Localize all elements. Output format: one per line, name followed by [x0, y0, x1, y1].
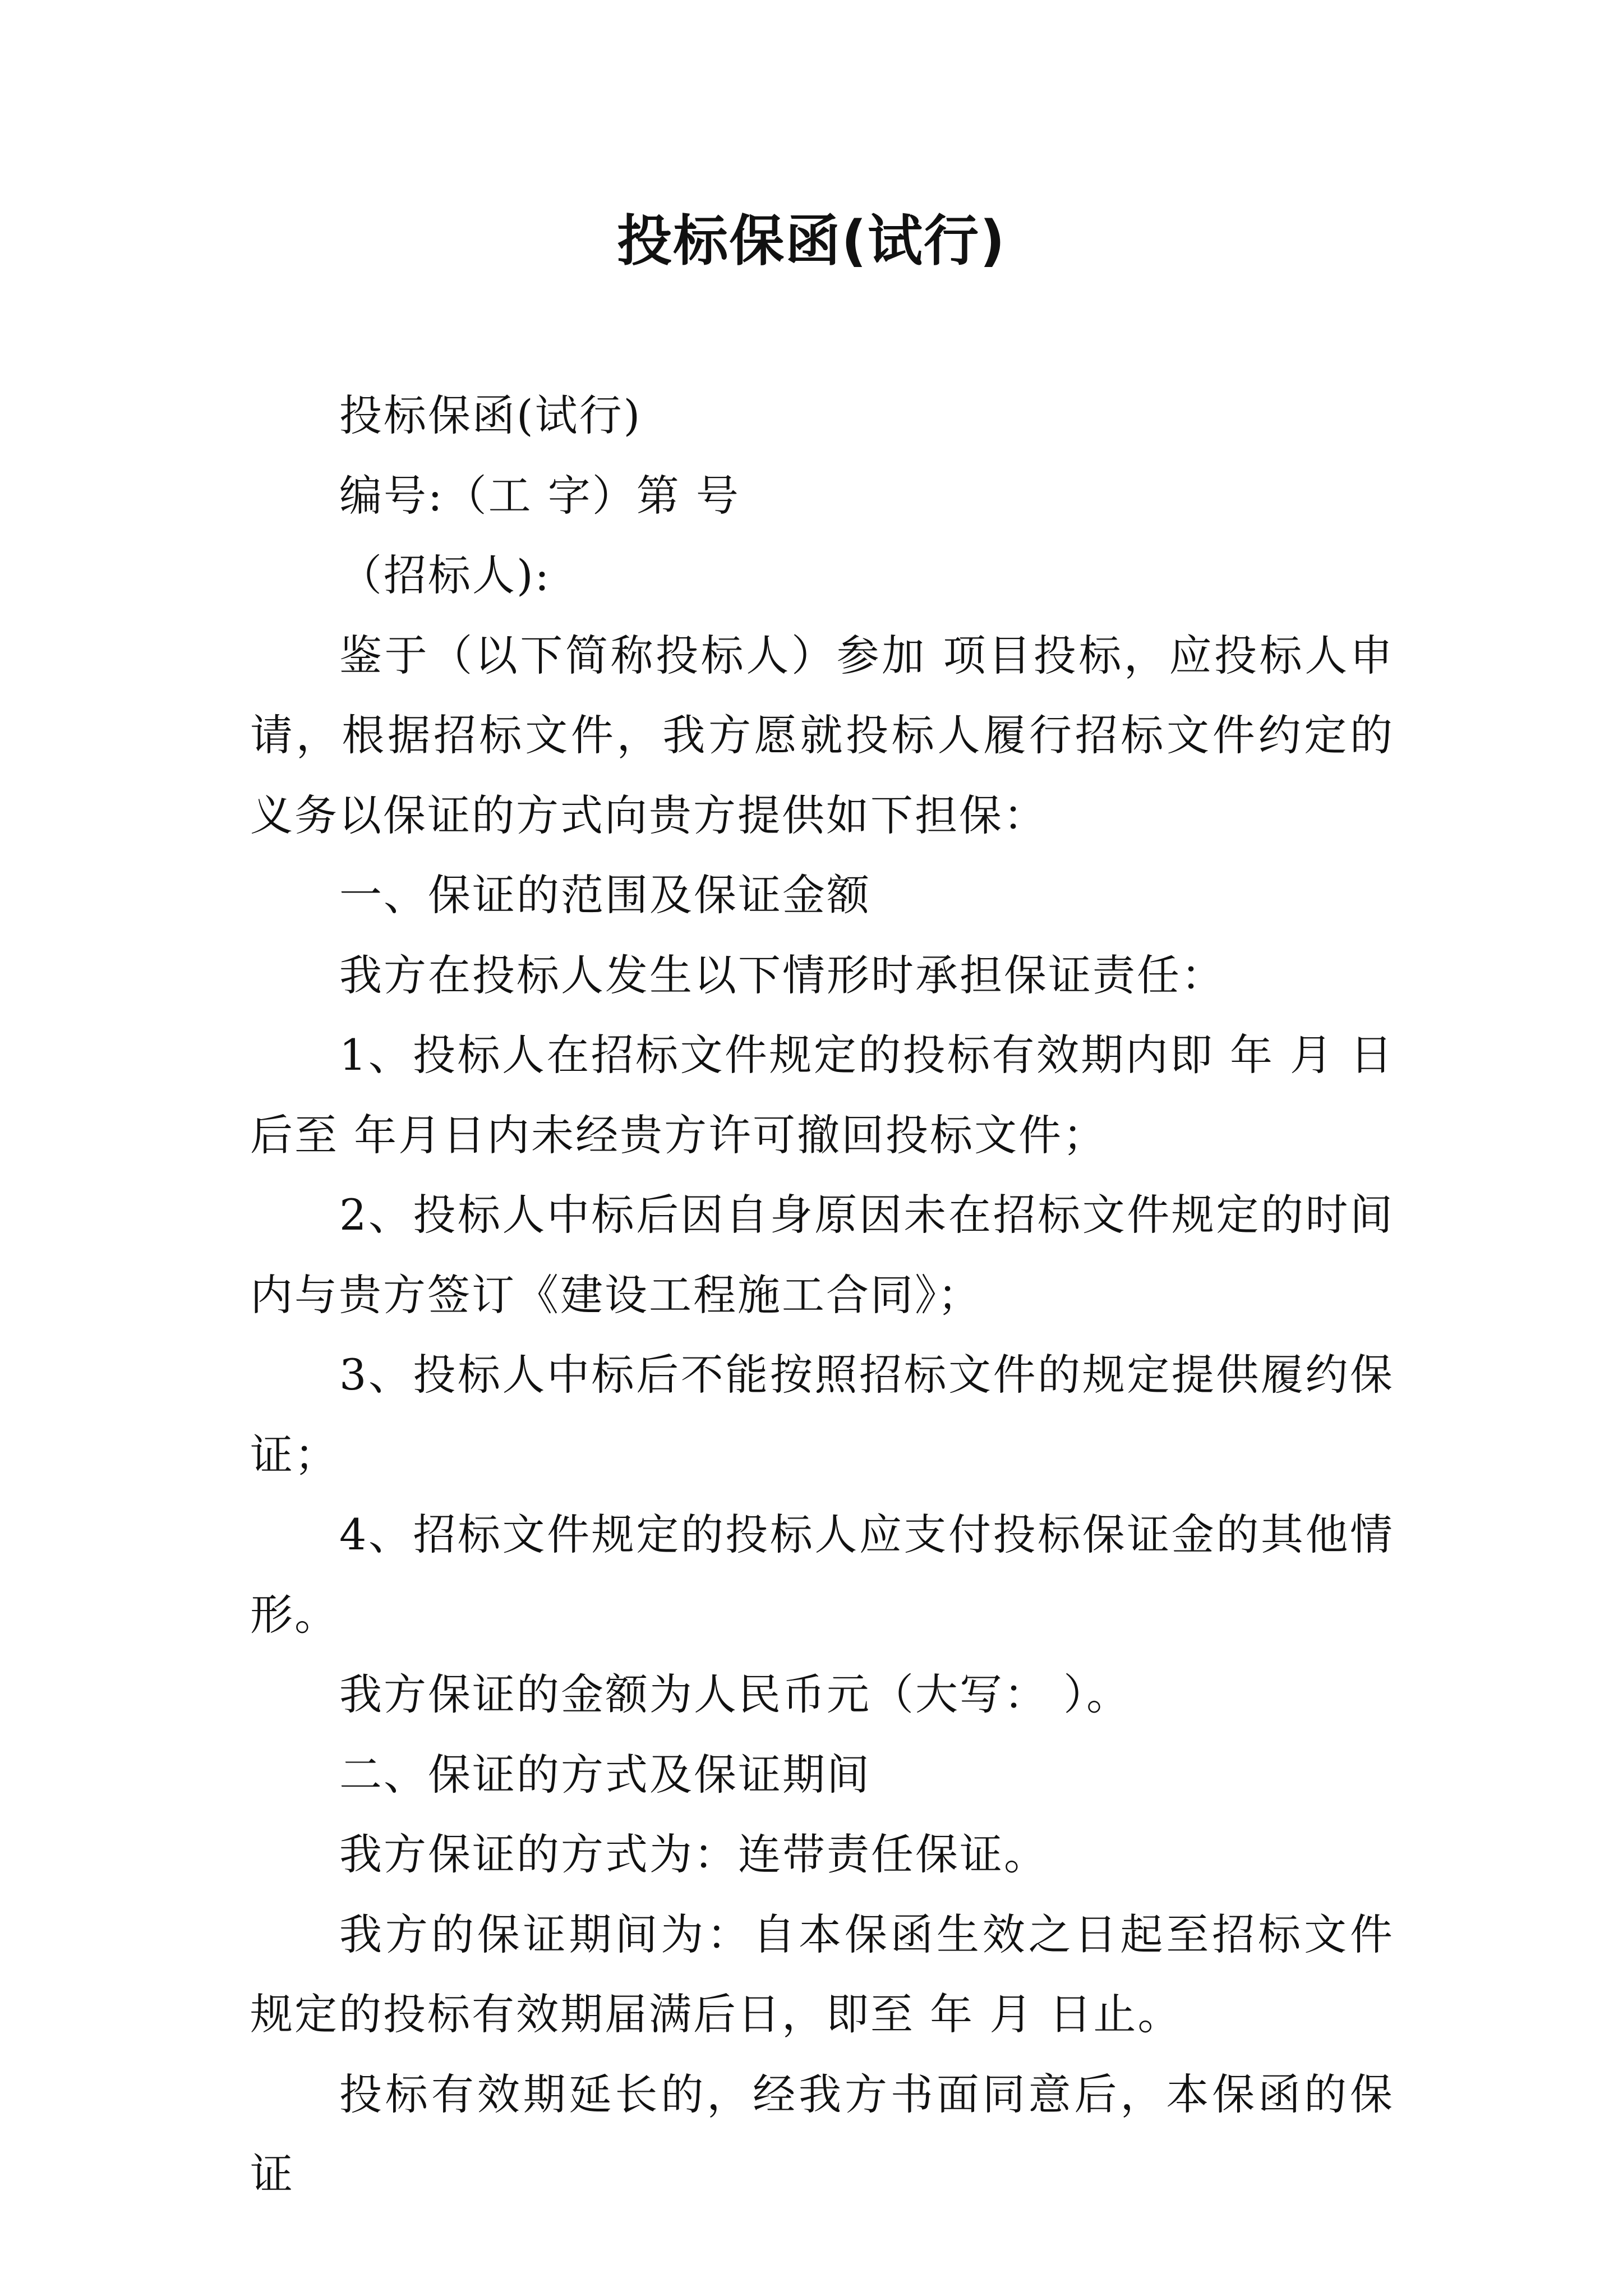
- paragraph-addressee: （招标人):: [339, 550, 551, 600]
- paragraph-guarantee-method: 我方保证的方式为：连带责任保证。: [339, 1829, 1048, 1879]
- paragraph-extension: 投标有效期延长的，经我方书面同意后，本保函的保证: [250, 2069, 1394, 2199]
- section-heading-method: 二、保证的方式及保证期间: [339, 1749, 871, 1800]
- document-title: 投标保函(试行): [617, 209, 1006, 273]
- list-item-1: 1、投标人在招标文件规定的投标有效期内即 年 月 日后至 年月日内未经贵方许可撤回投标文件；: [250, 1030, 1394, 1160]
- paragraph-guarantee-amount: 我方保证的金额为人民币元（大写： ）。: [339, 1669, 1131, 1719]
- paragraph-heading-repeat: 投标保函(试行): [339, 390, 642, 440]
- document-body: [250, 376, 1394, 2215]
- paragraph-preamble: 鉴于（以下简称投标人）参加 项目投标，应投标人申请，根据招标文件，我方愿就投标人履行招标文件约定的义务以保证的方式向贵方提供如下担保：: [250, 630, 1394, 840]
- list-item-4: 4、招标文件规定的投标人应支付投标保证金的其他情形。: [250, 1510, 1394, 1640]
- paragraph-liability-intro: 我方在投标人发生以下情形时承担保证责任：: [339, 950, 1225, 1000]
- section-heading-scope: 一、保证的范围及保证金额: [339, 870, 871, 920]
- list-item-2: 2、投标人中标后因自身原因未在招标文件规定的时间内与贵方签订《建设工程施工合同》；: [250, 1190, 1394, 1320]
- paragraph-serial-number: 编号:（工 字）第 号: [339, 470, 740, 521]
- list-item-3: 3、投标人中标后不能按照招标文件的规定提供履约保证；: [250, 1350, 1394, 1480]
- paragraph-guarantee-period: 我方的保证期间为：自本保函生效之日起至招标文件规定的投标有效期届满后日，即至 年 月 日止。: [250, 1909, 1394, 2039]
